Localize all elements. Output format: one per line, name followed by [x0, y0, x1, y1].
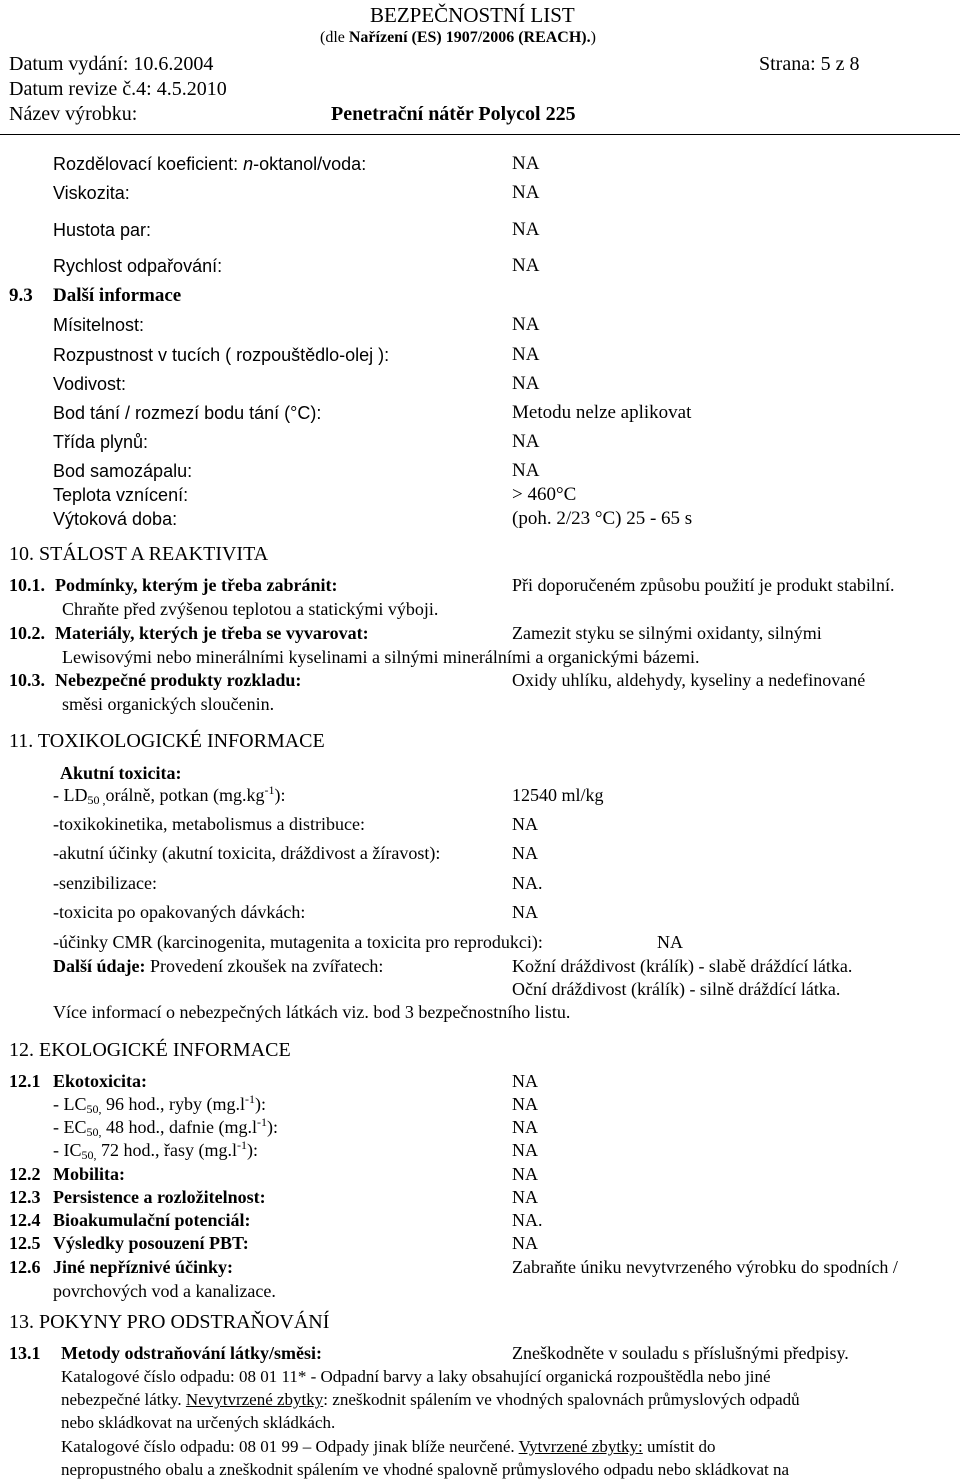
item-label: Materiály, kterých je třeba se vyvarovat:: [55, 623, 369, 643]
item-continuation: směsi organických sloučenin.: [62, 694, 275, 714]
item-label: Jiné nepříznivé účinky:: [53, 1257, 234, 1277]
item-number: 10.1.: [9, 575, 45, 595]
cmr-label: -účinky CMR (karcinogenita, mutagenita a toxicita pro reprodukci):: [53, 932, 543, 952]
cmr-value: NA: [657, 932, 683, 952]
item-number: 12.1: [9, 1071, 41, 1091]
header-divider: [0, 134, 960, 135]
revision-date: Datum revize č.4: 4.5.2010: [9, 78, 227, 100]
waste-text-line: Katalogové číslo odpadu: 08 01 99 – Odpady jinak blíže neurčené. Vytvrzené zbytky: umístit do: [61, 1437, 716, 1456]
tox-row-value: NA: [512, 814, 538, 834]
property-value: NA: [512, 431, 540, 452]
other-info: Další údaje: Provedení zkoušek na zvířatech:: [53, 956, 384, 976]
item-number: 13.1: [9, 1343, 41, 1363]
ecotox-value: NA: [512, 1094, 538, 1114]
item-value: NA: [512, 1071, 538, 1091]
ecotox-label: - $LC_{50,}$ 96 hod., ryby $(mg.l^{-1})$:: [53, 1092, 266, 1116]
property-label: Bod tání / rozmezí bodu tání (°C):: [53, 403, 322, 423]
item-value: Zneškodněte v souladu s příslušnými předpisy.: [512, 1343, 849, 1363]
page-number: Strana: 5 z 8: [759, 53, 860, 75]
item-number: 10.3.: [9, 670, 45, 690]
item-value: Oxidy uhlíku, aldehydy, kyseliny a nedefinované: [512, 670, 866, 690]
property-value: NA: [512, 182, 540, 203]
ld50-value: 12540 ml/kg: [512, 785, 604, 805]
ecotox-value: NA: [512, 1140, 538, 1160]
property-label: Třída plynů:: [53, 432, 149, 452]
property-label: Hustota par:: [53, 220, 152, 240]
tox-row-value: NA: [512, 902, 538, 922]
waste-text-line: nebezpečné látky. Nevytvrzené zbytky: zneškodnit spálením ve vhodných spalovnách průmyslových odpadů: [61, 1390, 800, 1409]
section-9-3-number: 9.3: [9, 285, 33, 306]
property-value: NA: [512, 314, 540, 335]
other-info-value: Oční dráždivost (králík) - silně dráždící látka.: [512, 979, 841, 999]
property-value: NA: [512, 255, 540, 276]
item-label: Nebezpečné produkty rozkladu:: [55, 670, 302, 690]
item-continuation: Chraňte před zvýšenou teplotou a statickými výboji.: [62, 599, 439, 619]
section-title: 10. STÁLOST A REAKTIVITA: [9, 543, 269, 565]
property-label: Výtoková doba:: [53, 509, 178, 529]
item-label: Ekotoxicita:: [53, 1071, 147, 1091]
item-value: NA: [512, 1164, 538, 1184]
waste-text-line: Katalogové číslo odpadu: 08 01 11* - Odpadní barvy a laky obsahující organická rozpouštědla nebo jiné: [61, 1367, 771, 1386]
item-label: Metody odstraňování látky/směsi:: [61, 1343, 322, 1363]
tox-row-label: -akutní účinky (akutní toxicita, dráždivost a žíravost):: [53, 843, 441, 863]
property-value: NA: [512, 219, 540, 240]
more-info-note: Více informací o nebezpečných látkách viz. bod 3 bezpečnostního listu.: [53, 1002, 571, 1022]
section-title: 13. POKYNY PRO ODSTRAŇOVÁNÍ: [9, 1311, 330, 1333]
item-value: Zabraňte úniku nevytvrzeného výrobku do spodních /: [512, 1257, 898, 1277]
item-value: Při doporučeném způsobu použití je produkt stabilní.: [512, 575, 895, 595]
item-value: NA: [512, 1187, 538, 1207]
property-label: Rychlost odpařování:: [53, 256, 223, 276]
document-subtitle: (dle Nařízení (ES) 1907/2006 (REACH).): [320, 29, 596, 46]
product-name: Penetrační nátěr Polycol 225: [331, 103, 576, 125]
ld50-label: - $LD_{50 ,}orá\ln ě$, potkan $(mg.kg^{-1})$:: [53, 783, 286, 807]
property-label-partition: Rozdělovací koeficient: n-oktanol/voda:: [53, 154, 367, 174]
property-value: (poh. 2/23 °C) 25 - 65 s: [512, 508, 693, 529]
waste-text-line: nebo skládkovat na určených skládkách.: [61, 1413, 336, 1432]
item-continuation: Lewisovými nebo minerálními kyselinami a silnými minerálními a organickými bázemi.: [62, 647, 700, 667]
item-number: 12.3: [9, 1187, 41, 1207]
product-label: Název výrobku:: [9, 103, 138, 125]
property-label: Teplota vznícení:: [53, 485, 189, 505]
document-title: BEZPEČNOSTNÍ LIST: [370, 3, 575, 27]
ecotox-label: - $IC_{50,}$ 72 hod., řasy $(mg.l^{-1})$:: [53, 1138, 258, 1162]
section-9-3-title: Další informace: [53, 285, 182, 306]
item-label: Výsledky posouzení PBT:: [53, 1233, 249, 1253]
ecotox-label: - $EC_{50,}$ 48 hod., dafnie $(mg.l^{-1})$:: [53, 1115, 278, 1139]
item-continuation: povrchových vod a kanalizace.: [53, 1281, 276, 1301]
property-value: NA: [512, 344, 540, 365]
waste-text-line: nepropustného obalu a zneškodnit spálením ve vhodné spalovně průmyslového odpadu nebo skládkovat na: [61, 1460, 790, 1479]
item-label: Persistence a rozložitelnost:: [53, 1187, 266, 1207]
item-number: 12.5: [9, 1233, 41, 1253]
item-label: Bioakumulační potenciál:: [53, 1210, 251, 1230]
property-label: Viskozita:: [53, 183, 130, 203]
property-label: Bod samozápalu:: [53, 461, 193, 481]
item-label: Mobilita:: [53, 1164, 125, 1184]
tox-row-value: NA: [512, 843, 538, 863]
item-number: 12.2: [9, 1164, 41, 1184]
issue-date: Datum vydání: 10.6.2004: [9, 53, 214, 75]
item-value: NA.: [512, 1210, 543, 1230]
property-value: > 460°C: [512, 484, 577, 505]
property-label: Vodivost:: [53, 374, 127, 394]
other-info-value: Kožní dráždivost (králík) - slabě dráždící látka.: [512, 956, 853, 976]
tox-row-value: NA.: [512, 873, 543, 893]
tox-row-label: -toxicita po opakovaných dávkách:: [53, 902, 306, 922]
property-value: Metodu nelze aplikovat: [512, 402, 692, 423]
property-value: NA: [512, 153, 540, 174]
item-label: Podmínky, kterým je třeba zabránit:: [55, 575, 338, 595]
section-title: 11. TOXIKOLOGICKÉ INFORMACE: [9, 730, 325, 752]
item-number: 12.6: [9, 1257, 41, 1277]
item-number: 10.2.: [9, 623, 45, 643]
tox-row-label: -senzibilizace:: [53, 873, 157, 893]
ecotox-value: NA: [512, 1117, 538, 1137]
item-value: NA: [512, 1233, 538, 1253]
acute-toxicity-label: Akutní toxicita:: [60, 763, 182, 783]
property-label: Mísitelnost:: [53, 315, 145, 335]
property-label: Rozpustnost v tucích ( rozpouštědlo-olej ):: [53, 345, 390, 365]
item-value: Zamezit styku se silnými oxidanty, silnými: [512, 623, 822, 643]
property-value: NA: [512, 460, 540, 481]
tox-row-label: -toxikokinetika, metabolismus a distribuce:: [53, 814, 365, 834]
property-value: NA: [512, 373, 540, 394]
section-title: 12. EKOLOGICKÉ INFORMACE: [9, 1039, 291, 1061]
item-number: 12.4: [9, 1210, 41, 1230]
